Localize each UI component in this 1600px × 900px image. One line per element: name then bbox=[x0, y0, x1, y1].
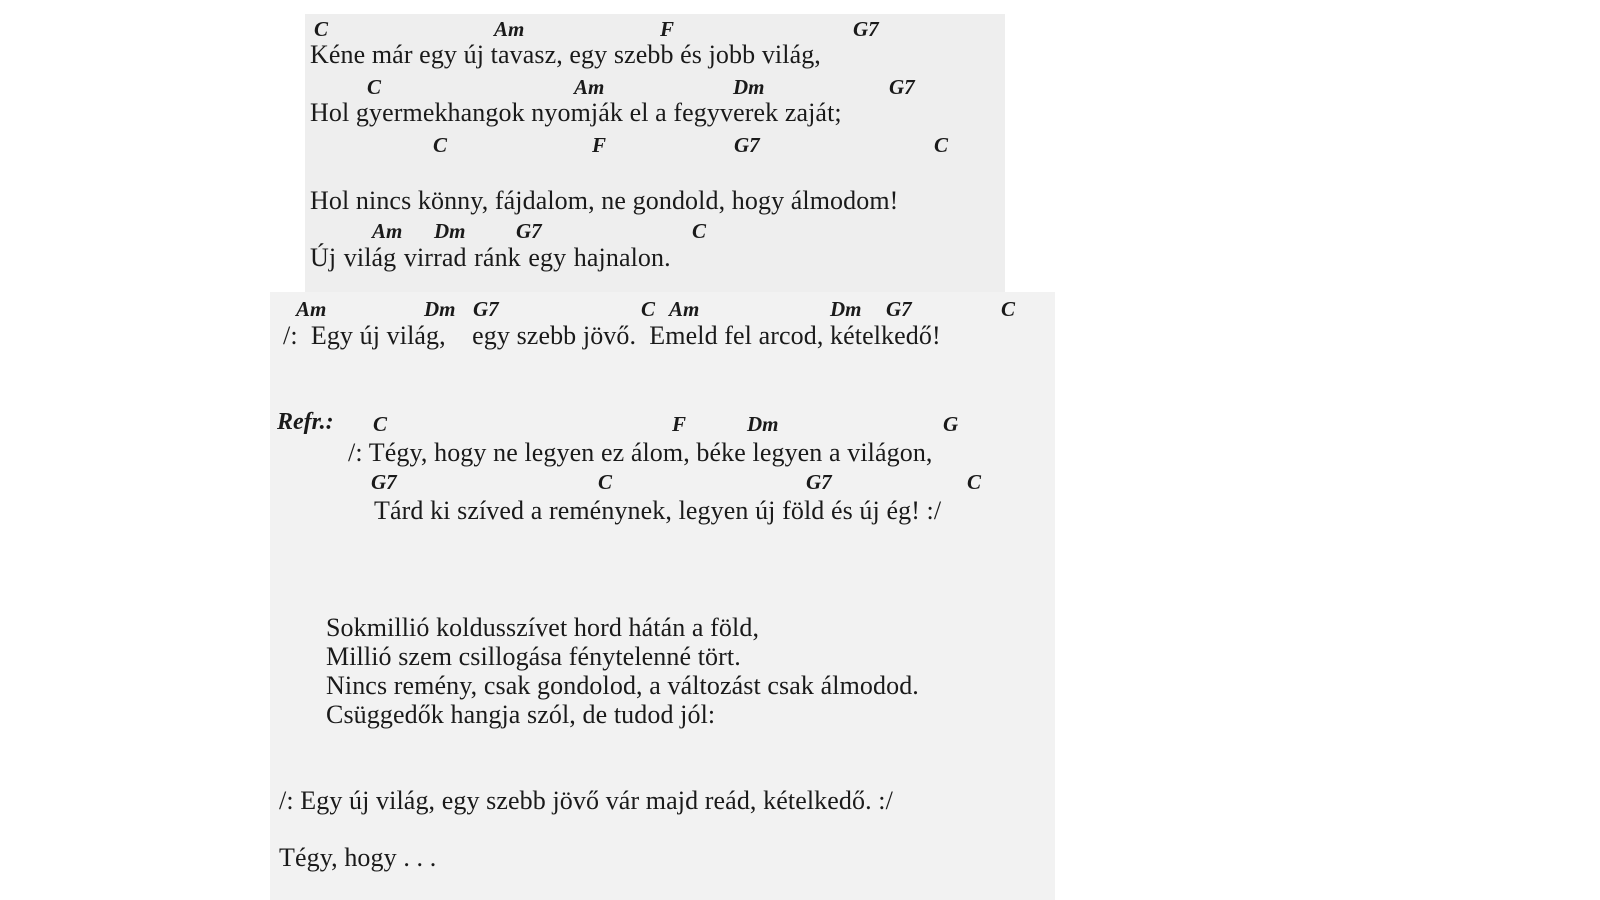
lyric-line: Hol gyermekhangok nyomják el a fegyverek zaját; bbox=[310, 98, 842, 127]
chord: Am bbox=[296, 297, 327, 321]
ending-line: Tégy, hogy . . . bbox=[279, 843, 437, 872]
chord: F bbox=[592, 133, 607, 157]
chord: G7 bbox=[853, 17, 879, 41]
chord: C bbox=[1001, 297, 1016, 321]
chord: G7 bbox=[889, 75, 915, 99]
chord: Dm bbox=[733, 75, 765, 99]
lyric-line: Nincs remény, csak gondolod, a változást csak álmodod. bbox=[326, 671, 919, 700]
lyric-line: Hol nincs könny, fájdalom, ne gondold, hogy álmodom! bbox=[310, 186, 899, 215]
chord: C bbox=[314, 17, 329, 41]
chord: C bbox=[967, 470, 982, 494]
chord: Am bbox=[574, 75, 605, 99]
chord: C bbox=[433, 133, 448, 157]
lyric-line: Új világ virrad ránk egy hajnalon. bbox=[310, 243, 671, 272]
chord: G7 bbox=[886, 297, 912, 321]
chord: G7 bbox=[734, 133, 760, 157]
chord: Dm bbox=[830, 297, 862, 321]
lyric-line: Sokmillió koldusszívet hord hátán a föld, bbox=[326, 613, 760, 642]
lyric-line: /: Tégy, hogy ne legyen ez álom, béke legyen a világon, bbox=[348, 438, 933, 467]
lyric-line: /: Egy új világ, egy szebb jövő. Emeld fel arcod, kételkedő! bbox=[283, 321, 941, 350]
chord: G7 bbox=[371, 470, 397, 494]
lyric-line: Kéne már egy új tavasz, egy szebb és jobb világ, bbox=[310, 40, 821, 69]
chord: C bbox=[373, 412, 388, 436]
lyric-line: Csüggedők hangja szól, de tudod jól: bbox=[326, 700, 716, 729]
chord: Am bbox=[494, 17, 525, 41]
lyric-line: Millió szem csillogása fénytelenné tört. bbox=[326, 642, 741, 671]
lyric-line: Tárd ki szíved a reménynek, legyen új föld és új ég! :/ bbox=[374, 496, 942, 525]
chord: F bbox=[672, 412, 687, 436]
chord: G7 bbox=[806, 470, 832, 494]
chord: Dm bbox=[424, 297, 456, 321]
chord: G bbox=[943, 412, 959, 436]
chord: F bbox=[660, 17, 675, 41]
chord: C bbox=[367, 75, 382, 99]
chord: C bbox=[598, 470, 613, 494]
repeat-line-2: /: Egy új világ, egy szebb jövő vár majd reád, kételkedő. :/ bbox=[279, 786, 893, 815]
chord: Dm bbox=[747, 412, 779, 436]
chord: G7 bbox=[516, 219, 542, 243]
chord: C bbox=[934, 133, 949, 157]
refrain-label: Refr.: bbox=[277, 409, 334, 435]
chord: Am bbox=[372, 219, 403, 243]
chord: G7 bbox=[473, 297, 499, 321]
chord: Dm bbox=[434, 219, 466, 243]
chord: Am bbox=[669, 297, 700, 321]
chord: C bbox=[692, 219, 707, 243]
chord: C bbox=[641, 297, 656, 321]
